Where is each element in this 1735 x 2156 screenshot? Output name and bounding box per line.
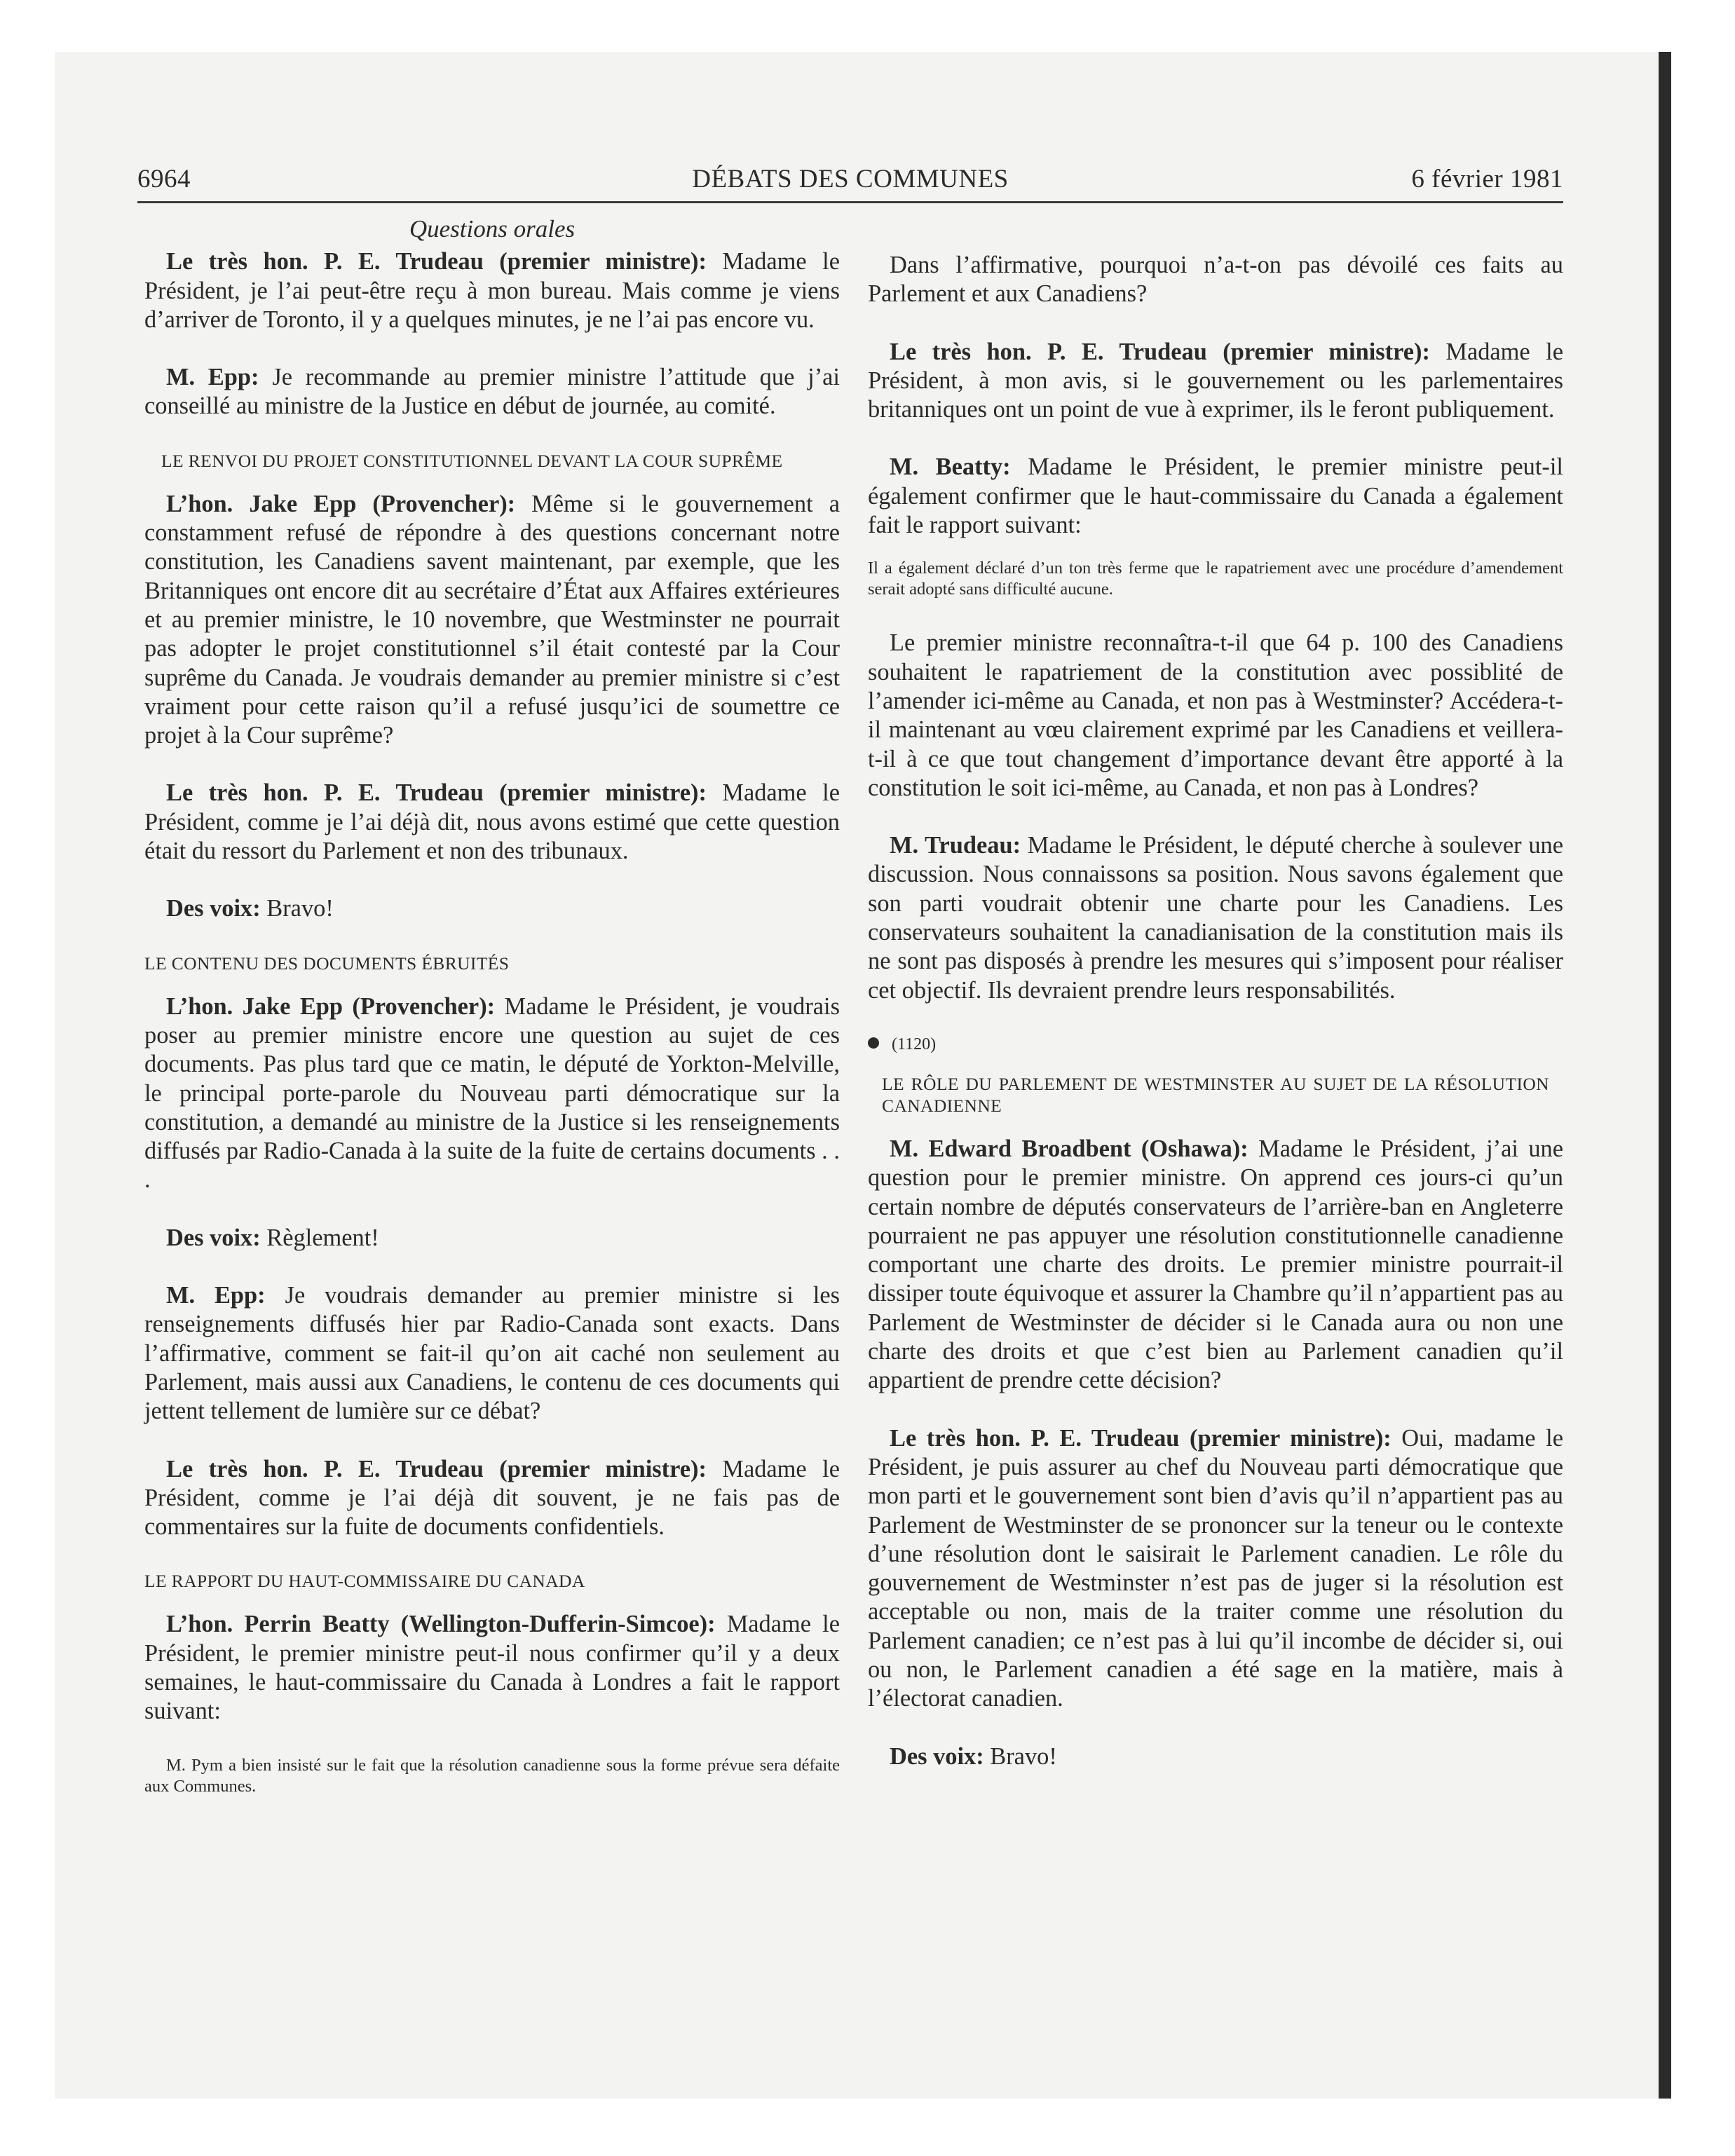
block-quote: Il a également déclaré d’un ton très ferme que le rapatriement avec une procédure d’amendement serait adopté sans difficulté aucune.: [868, 559, 1563, 599]
bullet-icon: [868, 1037, 879, 1049]
speaker-name: M. Epp:: [166, 1282, 266, 1309]
speaker-name: Le très hon. P. E. Trudeau (premier ministre):: [890, 1424, 1392, 1452]
page-header: [137, 160, 1563, 199]
speech-text: Je recommande au premier ministre l’attitude que j’ai conseillé au ministre de la Justice en début de journée, au comité.: [144, 364, 840, 420]
speaker-name: Des voix:: [166, 895, 261, 922]
section-heading: LE RAPPORT DU HAUT-COMMISSAIRE DU CANADA: [144, 1571, 585, 1592]
speaker-name: Des voix:: [890, 1742, 984, 1770]
speaker-name: M. Epp:: [166, 364, 259, 391]
paragraph: [144, 1281, 840, 1426]
speech-text: Madame le Président, le premier ministre peut-il nous confirmer qu’il y a deux semaines, le haut-commissaire du Canada à Londres a fait le rapport suivant:: [144, 1611, 840, 1725]
page-number: 6964: [137, 165, 191, 193]
speaker-name: Le très hon. P. E. Trudeau (premier ministre):: [890, 338, 1430, 365]
paragraph: [868, 1424, 1563, 1714]
section-title: Questions orales: [409, 215, 576, 243]
section-heading: LE RÔLE DU PARLEMENT DE WESTMINSTER AU SUJET DE LA RÉSOLUTION CANADIENNE: [882, 1073, 1549, 1116]
block-quote: M. Pym a bien insisté sur le fait que la résolution canadienne sous la forme prévue sera défaite aux Communes.: [144, 1755, 840, 1796]
paragraph: [144, 247, 840, 334]
header-divider: [137, 201, 1563, 203]
speech-text: Règlement!: [260, 1224, 379, 1251]
speech-text: Madame le Président, le député cherche à soulever une discussion. Nous connaissons sa position. Nous savons également que son parti voudrait obtenir une charte pour les Canadiens. Les conservateurs souhaitent la canadianisation de la constitution mais ils ne sont pas disposés à prendre les mesures qui s’imposent pour réaliser cet objectif. Ils devraient prendre leurs responsabilités.: [868, 832, 1563, 1004]
paragraph: Dans l’affirmative, pourquoi n’a-t-on pas dévoilé ces faits au Parlement et aux Canadiens?: [868, 252, 1563, 308]
journal-title: DÉBATS DES COMMUNES: [692, 165, 1009, 193]
paragraph: [144, 894, 840, 923]
speaker-name: L’hon. Jake Epp (Provencher):: [166, 992, 496, 1020]
paragraph: [144, 779, 840, 866]
paragraph: [144, 1224, 840, 1253]
speaker-name: M. Trudeau:: [890, 832, 1021, 859]
paragraph: [868, 1742, 1563, 1771]
speech-text: Madame le Président, comme je l’ai déjà dit, nous avons estimé que cette question était du ressort du Parlement et non des tribunaux.: [144, 779, 840, 865]
speech-text: Madame le Président, je l’ai peut-être reçu à mon bureau. Mais comme je viens d’arriver de Toronto, il y a quelques minutes, je ne l’ai pas encore vu.: [144, 248, 840, 333]
speech-text: Madame le Président, je voudrais poser au premier ministre encore une question au sujet de ces documents. Pas plus tard que ce matin, le député de Yorkton-Melville, le principal porte-parole du Nouveau parti démocratique sur la constitution, a demandé au ministre de la Justice si les renseignements diffusés par Radio-Canada à la suite de la fuite de certains documents . . .: [144, 992, 840, 1194]
speech-text: Madame le Président, le premier ministre peut-il également confirmer que le haut-commissaire du Canada a également fait le rapport suivant:: [868, 453, 1563, 539]
section-heading: LE RENVOI DU PROJET CONSTITUTIONNEL DEVANT LA COUR SUPRÊME: [161, 450, 783, 471]
paragraph: [144, 992, 840, 1195]
time-marker: [868, 1034, 1563, 1055]
speech-text: Madame le Président, comme je l’ai déjà dit souvent, je ne fais pas de commentaires sur la fuite de documents confidentiels.: [144, 1455, 840, 1541]
paragraph: [868, 453, 1563, 540]
paragraph: [144, 1610, 840, 1726]
right-column: [868, 251, 1563, 1771]
paragraph: [144, 490, 840, 751]
paragraph: Le premier ministre reconnaîtra-t-il que 64 p. 100 des Canadiens souhaitent le rapatriement de la constitution avec possiblité de l’amender ici-même au Canada, et non pas à Westminster? Accédera-t-il maintenant au vœu clairement exprimé par les Canadiens et veillera-t-il à ce que tout changement d’importance devant être apporté à la constitution le soit ici-même, au Canada, et non pas à Londres?: [868, 629, 1563, 801]
speech-text: Bravo!: [984, 1742, 1057, 1770]
paragraph: [868, 338, 1563, 425]
speech-text: Oui, madame le Président, je puis assurer au chef du Nouveau parti démocratique que mon parti et le gouvernement sont bien d’avis qu’il n’appartient pas au Parlement de Westminster de se prononcer sur la teneur ou le contexte d’une résolution dont le saisirait le Parlement canadien. Le rôle du gouvernement de Westminster n’est pas de juger si la résolution est acceptable ou non, mais de la traiter comme une résolution du Parlement canadien; ce n’est pas à lui qu’il incombe de décider si, oui ou non, le Parlement canadien a été sage en la matière, mais à l’électorat canadien.: [868, 1424, 1563, 1712]
page-edge-shadow: [1659, 52, 1671, 2099]
speaker-name: Le très hon. P. E. Trudeau (premier ministre):: [166, 779, 707, 807]
paragraph: [868, 831, 1563, 1005]
speaker-name: Le très hon. P. E. Trudeau (premier ministre):: [166, 248, 707, 275]
speaker-name: Le très hon. P. E. Trudeau (premier ministre):: [166, 1455, 707, 1482]
speaker-name: M. Edward Broadbent (Oshawa):: [890, 1135, 1248, 1162]
issue-date: 6 février 1981: [1411, 165, 1563, 193]
section-heading: LE CONTENU DES DOCUMENTS ÉBRUITÉS: [144, 953, 510, 974]
time-marker-text: (1120): [892, 1035, 937, 1053]
speaker-name: M. Beatty:: [890, 453, 1011, 481]
speech-text: Je voudrais demander au premier ministre si les renseignements diffusés hier par Radio-Canada sont exacts. Dans l’affirmative, comment se fait-il qu’on ait caché non seulement au Parlement, mais aussi aux Canadiens, le contenu de ces documents qui jettent tellement de lumière sur ce débat?: [144, 1282, 840, 1425]
speech-text: Madame le Président, j’ai une question pour le premier ministre. On apprend ces jours-ci qu’un certain nombre de députés conservateurs de l’arrière-ban en Angleterre pourraient ne pas appuyer une résolution constitutionnelle canadienne comportant une charte des droits. Le premier ministre pourrait-il dissiper toute équivoque et assurer la Chambre qu’il n’appartient pas au Parlement de Westminster de décider si le Canada aura ou non une charte des droits et que c’est bien au Parlement canadien qu’il appartient de prendre cette décision?: [868, 1135, 1563, 1394]
paragraph: [144, 1455, 840, 1542]
paragraph: [144, 363, 840, 421]
left-column: [144, 214, 840, 1797]
speech-text: Bravo!: [260, 895, 334, 922]
speech-text: Madame le Président, à mon avis, si le gouvernement ou les parlementaires britanniques ont un point de vue à exprimer, ils le feront publiquement.: [868, 338, 1563, 423]
speaker-name: Des voix:: [166, 1224, 261, 1251]
speaker-name: L’hon. Jake Epp (Provencher):: [166, 490, 516, 517]
speech-text: Même si le gouvernement a constamment refusé de répondre à des questions concernant notre constitution, les Canadiens savent maintenant, par exemple, que les Britanniques ont encore dit au secrétaire d’État aux Affaires extérieures et au premier ministre, le 10 novembre, que Westminster ne pourrait pas adopter le projet constitutionnel s’il était contesté par la Cour suprême du Canada. Je voudrais demander au premier ministre si c’est vraiment pour cette raison qu’il a refusé jusqu’ici de soumettre ce projet à la Cour suprême?: [144, 490, 840, 749]
paragraph: [868, 1135, 1563, 1396]
speaker-name: L’hon. Perrin Beatty (Wellington-Dufferin-Simcoe):: [166, 1611, 716, 1638]
